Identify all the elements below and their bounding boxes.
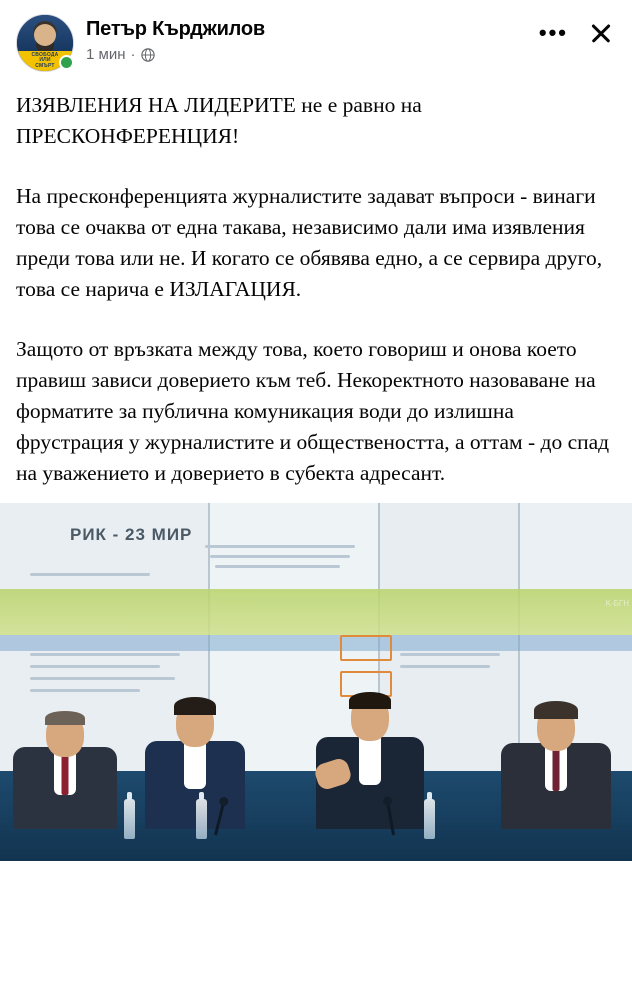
- screen-text-line: [30, 677, 175, 680]
- post-timestamp[interactable]: 1 мин: [86, 46, 126, 63]
- water-bottle: [196, 799, 207, 839]
- post-image[interactable]: [0, 503, 632, 861]
- person-4: [496, 689, 616, 829]
- person-3-hair: [349, 692, 391, 709]
- online-status-indicator: [59, 55, 74, 70]
- person-4-tie: [553, 747, 560, 791]
- person-4-hair: [534, 701, 578, 719]
- image-watermark: K-БГН: [605, 599, 629, 608]
- post-header-text: [86, 14, 537, 63]
- screen-text-line: [400, 665, 490, 668]
- avatar-face: [34, 24, 56, 46]
- post-header: [0, 0, 632, 78]
- water-bottle: [124, 799, 135, 839]
- water-bottle: [424, 799, 435, 839]
- screen-text-line: [30, 665, 160, 668]
- screen-highlight-box: [340, 635, 392, 661]
- person-1: [10, 699, 120, 829]
- post-text: [0, 78, 632, 503]
- screen-green-band: [0, 589, 632, 635]
- globe-icon[interactable]: [141, 48, 155, 62]
- screen-text-line: [210, 555, 350, 558]
- post-header-actions: [537, 14, 616, 46]
- person-2-hair: [174, 697, 216, 715]
- screen-text-line: [215, 565, 340, 568]
- screen-label: РИК - 23 МИР: [70, 525, 193, 544]
- person-1-tie: [62, 751, 69, 795]
- post-paragraph-1: ИЗЯВЛЕНИЯ НА ЛИДЕРИТЕ не е равно на ПРЕСКОНФЕРЕНЦИЯ!: [16, 93, 422, 148]
- more-options-button[interactable]: •••: [538, 20, 568, 45]
- screen-text-line: [400, 653, 500, 656]
- avatar-badge-text: СВОБОДА ИЛИ СМЪРТ: [31, 52, 59, 69]
- post-meta: [86, 46, 537, 63]
- person-2: [140, 684, 250, 829]
- screen-text-line: [30, 689, 140, 692]
- screen-text-line: [30, 653, 180, 656]
- post-paragraph-2: На пресконференцията журналистите задават въпроси - винаги това се очаква от една такава, независимо дали има изявления преди това или не. И когато се обявява едно, а се сервира друго, това се нарича е ИЗЛАГАЦИЯ.: [16, 184, 603, 301]
- screen-blue-band: [0, 635, 632, 651]
- close-icon[interactable]: [588, 20, 614, 46]
- author-name[interactable]: Петър Кърджилов: [86, 18, 266, 40]
- meta-separator: ·: [130, 46, 136, 63]
- person-3: [310, 679, 430, 829]
- avatar[interactable]: [16, 14, 74, 72]
- post-paragraph-3: Защото от връзката между това, което говориш и онова което правиш зависи доверието към теб. Некоректното назоваване на форматите за публична комуникация води до излишна фрустрация у журналистите и обществеността, а оттам - до спад на уважението и доверието в субекта адресант.: [16, 337, 610, 485]
- screen-text-line: [205, 545, 355, 548]
- screen-text-line: [30, 573, 150, 576]
- person-1-hair: [45, 711, 85, 725]
